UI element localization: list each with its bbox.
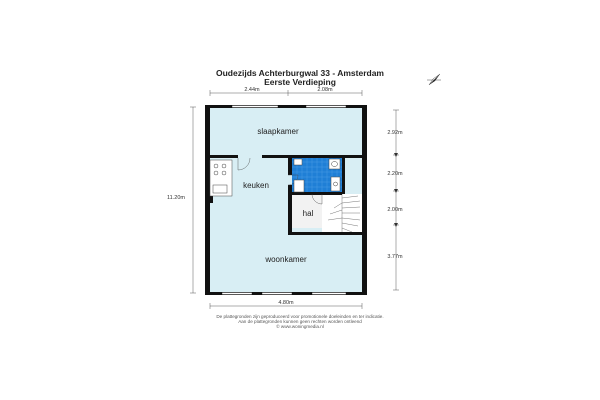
footer-disclaimer-1: De plattegronden zijn geproduceerd voor promotionele doeleinden en ter indicatie.	[216, 314, 384, 319]
dim-right-1: 2.92m	[387, 130, 403, 136]
kitchen-counter	[210, 160, 232, 196]
room-label-slaapkamer: slaapkamer	[257, 127, 299, 136]
compass-icon	[427, 74, 441, 85]
appliance-icon	[294, 180, 304, 192]
dim-top-left: 2.44m	[244, 87, 260, 93]
footer-copyright: © www.woningmedia.nl	[276, 324, 324, 329]
dim-right-3: 2.00m	[387, 207, 403, 213]
room-label-keuken: keuken	[243, 181, 269, 190]
sink-icon	[294, 159, 302, 165]
dimension-left	[190, 107, 196, 293]
dim-right-2: 2.20m	[387, 171, 403, 177]
plan-subtitle: Eerste Verdieping	[264, 77, 336, 87]
dim-top-right: 2.08m	[317, 87, 333, 93]
dim-left: 11.20m	[167, 195, 185, 201]
room-label-woonkamer: woonkamer	[265, 255, 307, 264]
toilet-icon	[329, 159, 340, 169]
dimension-right	[393, 110, 399, 290]
dim-right-4: 3.77m	[387, 254, 403, 260]
dim-bottom: 4.80m	[278, 300, 294, 306]
plan-title: Oudezijds Achterburgwal 33 - Amsterdam	[216, 68, 384, 78]
shower-icon	[331, 177, 340, 191]
footer-disclaimer-2: Aan de plattegronden kunnen geen rechten worden ontleend	[238, 319, 362, 324]
room-label-hal: hal	[302, 209, 314, 218]
dimension-top	[210, 90, 362, 96]
